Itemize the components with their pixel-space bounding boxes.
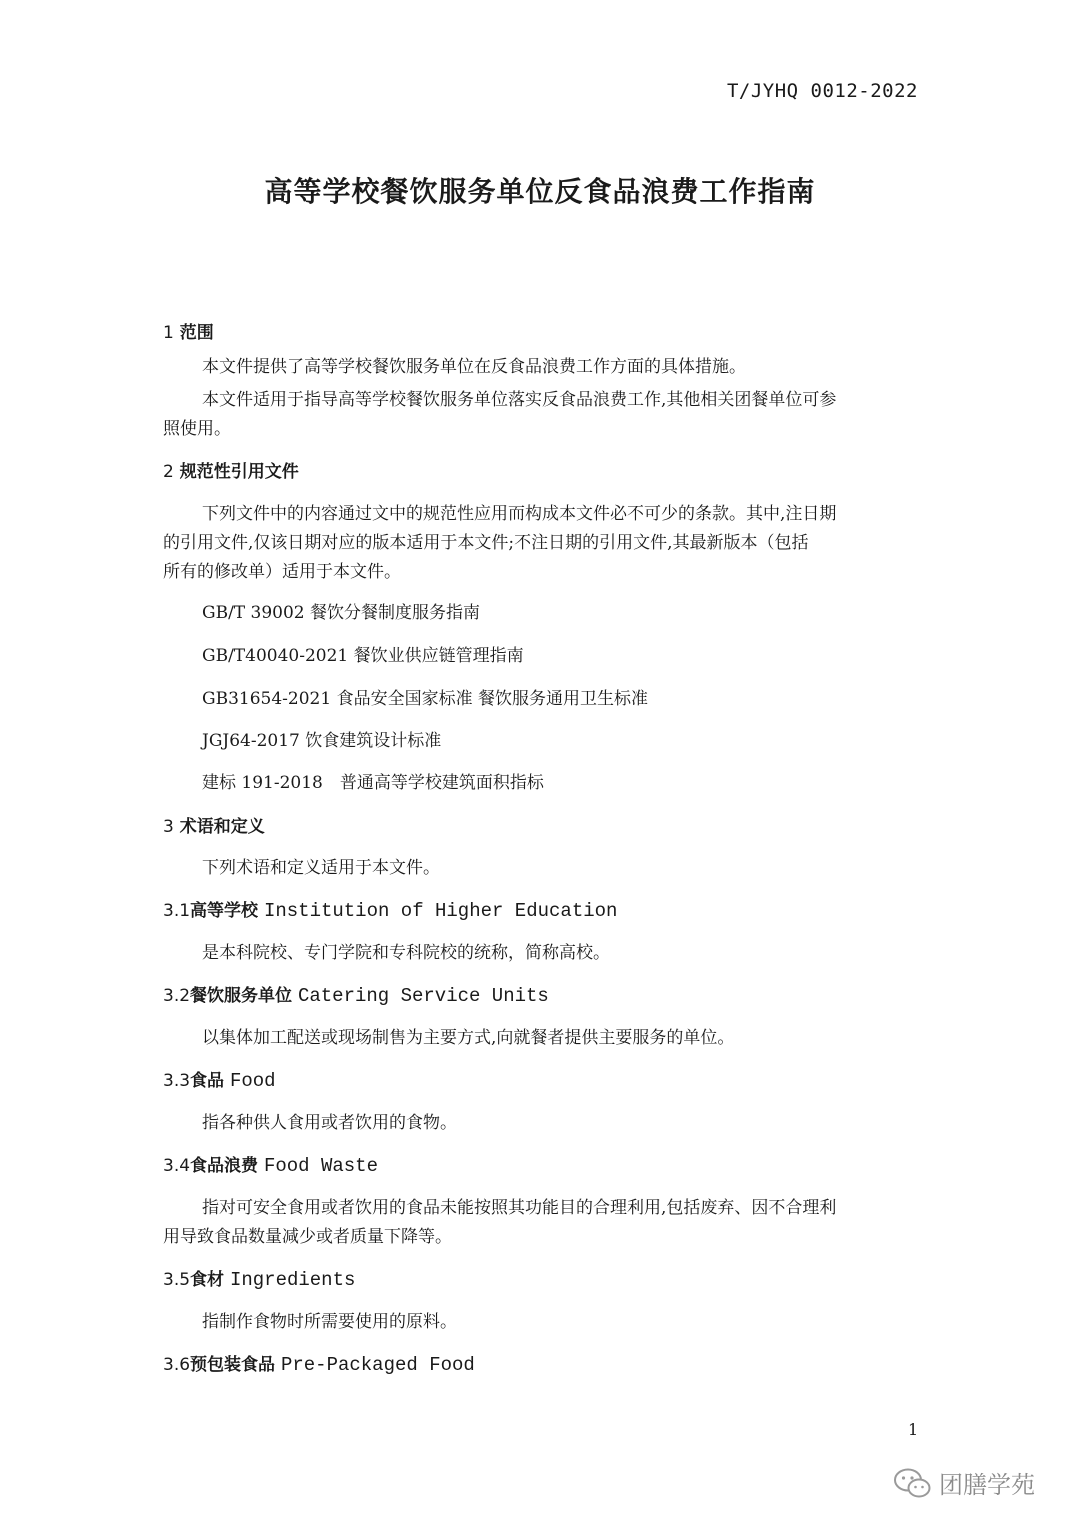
paragraph-continuation: 所有的修改单）适用于本文件。 bbox=[163, 562, 401, 582]
term-en: Pre-Packaged Food bbox=[280, 1354, 475, 1376]
wechat-icon bbox=[893, 1467, 931, 1499]
section-1-heading bbox=[163, 318, 214, 343]
paragraph: 本文件提供了高等学校餐饮服务单位在反食品浪费工作方面的具体措施。 bbox=[202, 357, 746, 377]
term-en: Food bbox=[229, 1070, 276, 1092]
term-number: 3.5 bbox=[163, 1270, 191, 1290]
paragraph: 下列术语和定义适用于本文件。 bbox=[202, 858, 440, 878]
term-heading bbox=[163, 981, 549, 1007]
reference-item: JGJ64-2017 饮食建筑设计标准 bbox=[202, 731, 442, 751]
term-definition: 指对可安全食用或者饮用的食品未能按照其功能目的合理利用,包括废弃、因不合理利 bbox=[202, 1198, 837, 1218]
section-title: 范围 bbox=[179, 323, 214, 343]
term-en: Ingredients bbox=[229, 1269, 356, 1291]
term-number: 3.4 bbox=[163, 1156, 191, 1176]
term-heading bbox=[163, 1066, 276, 1092]
term-definition: 以集体加工配送或现场制售为主要方式,向就餐者提供主要服务的单位。 bbox=[202, 1028, 735, 1048]
document-title: 高等学校餐饮服务单位反食品浪费工作指南 bbox=[264, 175, 816, 208]
term-en: Institution of Higher Education bbox=[263, 900, 618, 922]
term-zh: 高等学校 bbox=[190, 901, 259, 921]
watermark-text: 团膳学苑 bbox=[939, 1471, 1035, 1499]
paragraph: 本文件适用于指导高等学校餐饮服务单位落实反食品浪费工作,其他相关团餐单位可参 bbox=[202, 390, 837, 410]
term-number: 3.2 bbox=[163, 986, 191, 1006]
page-number: 1 bbox=[908, 1420, 919, 1439]
term-heading bbox=[163, 1151, 378, 1177]
term-number: 3.3 bbox=[163, 1071, 191, 1091]
section-3-heading bbox=[163, 812, 265, 837]
section-title: 规范性引用文件 bbox=[179, 462, 299, 482]
reference-item: GB31654-2021 食品安全国家标准 餐饮服务通用卫生标准 bbox=[202, 689, 648, 709]
section-2-heading bbox=[163, 457, 299, 482]
term-definition: 指各种供人食用或者饮用的食物。 bbox=[202, 1113, 457, 1133]
reference-item: 建标 191-2018 普通高等学校建筑面积指标 bbox=[202, 773, 544, 793]
reference-item: GB/T40040-2021 餐饮业供应链管理指南 bbox=[202, 646, 524, 666]
standard-number: T/JYHQ 0012-2022 bbox=[726, 80, 918, 102]
section-title: 术语和定义 bbox=[179, 817, 265, 837]
term-zh: 预包装食品 bbox=[190, 1355, 276, 1375]
section-number: 2 bbox=[163, 462, 174, 482]
term-number: 3.6 bbox=[163, 1355, 191, 1375]
term-zh: 食品浪费 bbox=[190, 1156, 259, 1176]
paragraph-continuation: 照使用。 bbox=[163, 419, 231, 439]
term-heading bbox=[163, 1350, 475, 1376]
term-en: Catering Service Units bbox=[297, 985, 549, 1007]
watermark bbox=[893, 1465, 1035, 1500]
section-number: 3 bbox=[163, 817, 174, 837]
term-definition: 指制作食物时所需要使用的原料。 bbox=[202, 1312, 457, 1332]
term-zh: 食材 bbox=[190, 1270, 225, 1290]
paragraph: 下列文件中的内容通过文中的规范性应用而构成本文件必不可少的条款。其中,注日期 bbox=[202, 504, 837, 524]
term-zh: 餐饮服务单位 bbox=[190, 986, 293, 1006]
term-heading bbox=[163, 1265, 355, 1291]
paragraph-continuation: 的引用文件,仅该日期对应的版本适用于本文件;不注日期的引用文件,其最新版本（包括 bbox=[163, 533, 809, 553]
term-definition-continuation: 用导致食品数量减少或者质量下降等。 bbox=[163, 1227, 452, 1247]
term-zh: 食品 bbox=[190, 1071, 225, 1091]
reference-item: GB/T 39002 餐饮分餐制度服务指南 bbox=[202, 603, 481, 623]
term-number: 3.1 bbox=[163, 901, 191, 921]
term-heading bbox=[163, 896, 617, 922]
section-number: 1 bbox=[163, 323, 174, 343]
term-definition: 是本科院校、专门学院和专科院校的统称，简称高校。 bbox=[202, 943, 610, 963]
term-en: Food Waste bbox=[263, 1155, 378, 1177]
